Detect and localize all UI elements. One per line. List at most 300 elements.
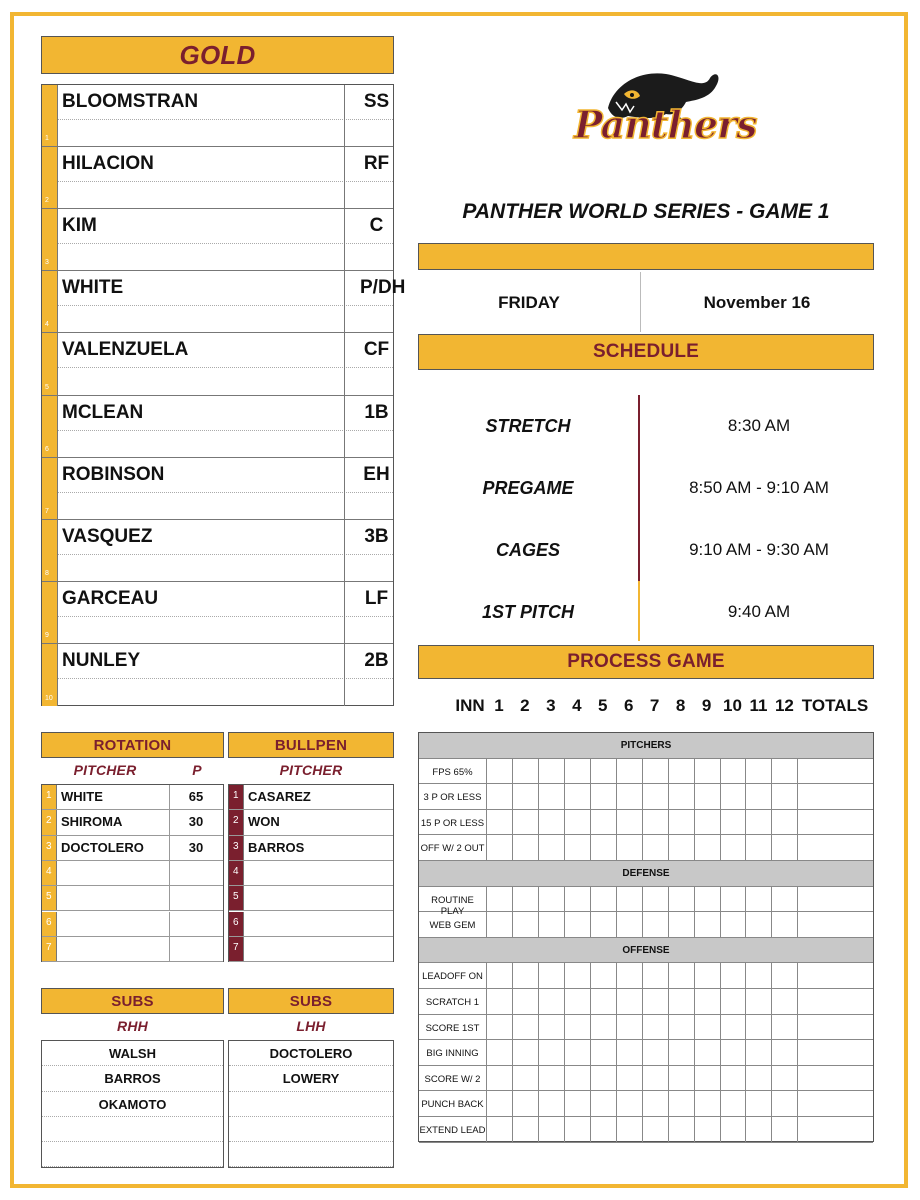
- inning-cell[interactable]: [721, 963, 747, 988]
- inning-cell[interactable]: [513, 1091, 539, 1116]
- inning-cell[interactable]: [721, 759, 747, 784]
- rotation-order-number: 5: [46, 891, 52, 903]
- inning-number: 8: [675, 696, 686, 715]
- inning-number: 11: [749, 696, 768, 715]
- player-name: BLOOMSTRAN: [62, 91, 199, 112]
- inning-cell[interactable]: [617, 887, 643, 912]
- inning-cell[interactable]: [565, 1015, 591, 1040]
- bullpen-row: [229, 861, 393, 886]
- inning-cell[interactable]: [565, 810, 591, 835]
- inning-cell[interactable]: [695, 989, 721, 1014]
- process-row: [419, 1091, 873, 1117]
- inning-cell[interactable]: [747, 1015, 773, 1040]
- inning-cell[interactable]: [539, 1117, 565, 1142]
- rotation-pitcher-col: PITCHER: [73, 762, 137, 778]
- inning-cell[interactable]: [695, 1040, 721, 1065]
- schedule-divider-lower: [638, 581, 640, 641]
- inning-cell[interactable]: [772, 1066, 798, 1091]
- sub-player-name: LOWERY: [229, 1066, 393, 1091]
- inning-cell[interactable]: [643, 1015, 669, 1040]
- inning-cell[interactable]: [591, 835, 617, 860]
- inning-cell[interactable]: [747, 963, 773, 988]
- inning-cell[interactable]: [721, 912, 747, 937]
- logo-wordmark: Panthers: [574, 102, 757, 147]
- process-row-label: WEB GEM: [419, 912, 487, 937]
- inning-cell[interactable]: [747, 912, 773, 937]
- game-title: PANTHER WORLD SERIES - GAME 1: [462, 200, 830, 223]
- inning-cell[interactable]: [617, 1040, 643, 1065]
- lineup-row: [42, 520, 393, 582]
- pitch-count-divider: [169, 912, 170, 936]
- inning-cell[interactable]: [721, 1066, 747, 1091]
- inning-cell[interactable]: [669, 963, 695, 988]
- process-row-label: LEADOFF ON: [419, 963, 487, 988]
- inning-cell[interactable]: [617, 1091, 643, 1116]
- process-row-label: 3 P OR LESS: [419, 784, 487, 809]
- inning-cell[interactable]: [565, 1091, 591, 1116]
- inning-cell[interactable]: [747, 784, 773, 809]
- inning-cell[interactable]: [487, 887, 513, 912]
- inning-cell[interactable]: [617, 1066, 643, 1091]
- inning-cell[interactable]: [513, 835, 539, 860]
- batting-order-number: 6: [45, 445, 49, 453]
- inning-cell[interactable]: [721, 835, 747, 860]
- totals-cell[interactable]: [798, 835, 873, 860]
- totals-cell[interactable]: [798, 784, 873, 809]
- inning-cell[interactable]: [669, 1040, 695, 1065]
- sub-player-name: [229, 1117, 393, 1142]
- inning-cell[interactable]: [617, 989, 643, 1014]
- inning-cell[interactable]: [513, 963, 539, 988]
- inning-cell[interactable]: [772, 1091, 798, 1116]
- inning-cell[interactable]: [721, 989, 747, 1014]
- inning-cell[interactable]: [539, 759, 565, 784]
- player-name: KIM: [62, 215, 97, 237]
- totals-cell[interactable]: [798, 1091, 873, 1116]
- inning-cell[interactable]: [513, 1117, 539, 1142]
- inning-cell[interactable]: [695, 1066, 721, 1091]
- inning-cell[interactable]: [669, 887, 695, 912]
- rotation-order-cell: [42, 886, 57, 910]
- inning-cell[interactable]: [539, 1040, 565, 1065]
- rotation-row: [42, 785, 223, 810]
- inning-cell[interactable]: [617, 784, 643, 809]
- inning-cell[interactable]: [617, 810, 643, 835]
- lineup-row: [42, 271, 406, 333]
- inning-cell[interactable]: [539, 989, 565, 1014]
- inning-cell[interactable]: [539, 1091, 565, 1116]
- inning-cell[interactable]: [747, 1040, 773, 1065]
- process-row: [419, 989, 873, 1015]
- inning-cell[interactable]: [695, 1117, 721, 1142]
- pitch-count: 65: [188, 789, 204, 804]
- inning-cell[interactable]: [721, 1091, 747, 1116]
- rotation-order-cell: [42, 912, 57, 936]
- sub-player-name: WALSH: [42, 1041, 223, 1066]
- inning-cell[interactable]: [747, 1091, 773, 1116]
- inning-number: 1: [494, 696, 504, 715]
- inning-cell[interactable]: [643, 835, 669, 860]
- inning-cell[interactable]: [772, 835, 798, 860]
- inning-cell[interactable]: [643, 989, 669, 1014]
- player-position: 3B: [364, 525, 389, 547]
- batting-order-cell: [42, 209, 58, 270]
- inning-cell[interactable]: [721, 784, 747, 809]
- inning-cell[interactable]: [772, 810, 798, 835]
- schedule-title: SCHEDULE: [592, 341, 700, 362]
- inning-cell[interactable]: [617, 835, 643, 860]
- bullpen-order-cell: [229, 937, 244, 961]
- inning-cell[interactable]: [539, 887, 565, 912]
- inning-cell[interactable]: [721, 1015, 747, 1040]
- inning-cell[interactable]: [617, 1015, 643, 1040]
- inning-cell[interactable]: [539, 963, 565, 988]
- inning-cell[interactable]: [565, 1117, 591, 1142]
- player-position: C: [369, 215, 384, 237]
- inning-cell[interactable]: [565, 1040, 591, 1065]
- inning-cell[interactable]: [772, 887, 798, 912]
- inning-cell[interactable]: [539, 912, 565, 937]
- process-row: [419, 887, 873, 917]
- inning-cell[interactable]: [747, 887, 773, 912]
- position-divider: [344, 85, 345, 146]
- inning-cell[interactable]: [772, 963, 798, 988]
- player-name: ROBINSON: [62, 463, 165, 485]
- subs-lhh-table: [228, 1040, 394, 1168]
- inning-cell[interactable]: [643, 759, 669, 784]
- pitcher-name: WON: [248, 814, 280, 830]
- inning-cell[interactable]: [513, 810, 539, 835]
- inning-cell[interactable]: [643, 887, 669, 912]
- batting-order-cell: [42, 147, 58, 208]
- bullpen-row: [229, 912, 393, 937]
- inning-cell[interactable]: [591, 784, 617, 809]
- lineup-title-bar: [41, 36, 394, 74]
- inning-number: 6: [623, 696, 634, 715]
- inning-cell[interactable]: [591, 1091, 617, 1116]
- lineup-row: [42, 85, 393, 147]
- player-name: WHITE: [62, 277, 124, 299]
- inning-cell[interactable]: [695, 963, 721, 988]
- process-row: [419, 1117, 873, 1143]
- inning-cell[interactable]: [695, 1015, 721, 1040]
- inning-cell[interactable]: [617, 963, 643, 988]
- pitch-count: 30: [188, 814, 204, 830]
- inning-cell[interactable]: [565, 963, 591, 988]
- inning-cell[interactable]: [513, 887, 539, 912]
- inning-cell[interactable]: [591, 1117, 617, 1142]
- inning-cell[interactable]: [487, 784, 513, 809]
- player-name: GARCEAU: [62, 587, 159, 609]
- inning-cell[interactable]: [487, 1040, 513, 1065]
- totals-cell[interactable]: [798, 759, 873, 784]
- process-section-header: DEFENSE: [419, 861, 873, 887]
- inning-cell[interactable]: [643, 810, 669, 835]
- subs-rhh-table: [41, 1040, 224, 1168]
- bullpen-order-cell: [229, 861, 244, 885]
- lineup-row: [42, 147, 393, 209]
- inning-cell[interactable]: [669, 810, 695, 835]
- totals-cell[interactable]: [798, 1015, 873, 1040]
- process-row: [419, 912, 873, 938]
- inning-cell[interactable]: [695, 912, 721, 937]
- process-row: [419, 1066, 873, 1092]
- player-position: 2B: [364, 649, 389, 671]
- pitcher-name: DOCTOLERO: [61, 839, 144, 855]
- rotation-row: [42, 810, 223, 835]
- totals-cell[interactable]: [798, 810, 873, 835]
- inning-cell[interactable]: [513, 1066, 539, 1091]
- inning-cell[interactable]: [695, 810, 721, 835]
- inning-cell[interactable]: [747, 810, 773, 835]
- rotation-order-cell: [42, 937, 57, 961]
- process-section-header: OFFENSE: [419, 938, 873, 964]
- inning-cell[interactable]: [539, 1066, 565, 1091]
- lineup-entry: [58, 520, 393, 555]
- inning-cell[interactable]: [487, 989, 513, 1014]
- inning-cell[interactable]: [565, 759, 591, 784]
- lineup-row: [42, 644, 393, 706]
- inning-cell[interactable]: [721, 810, 747, 835]
- inning-cell[interactable]: [669, 912, 695, 937]
- batting-order-cell: [42, 396, 58, 457]
- process-section-header: PITCHERS: [419, 733, 873, 759]
- inning-cell[interactable]: [772, 759, 798, 784]
- player-name: VALENZUELA: [62, 339, 189, 361]
- inning-cell[interactable]: [591, 1015, 617, 1040]
- inning-cell[interactable]: [565, 989, 591, 1014]
- inning-cell[interactable]: [487, 810, 513, 835]
- inning-cell[interactable]: [487, 963, 513, 988]
- process-row: [419, 810, 873, 836]
- batting-order-cell: [42, 644, 58, 706]
- inning-cell[interactable]: [695, 887, 721, 912]
- sub-player-name: OKAMOTO: [42, 1092, 223, 1117]
- inning-cell[interactable]: [747, 759, 773, 784]
- inning-cell[interactable]: [772, 1015, 798, 1040]
- process-title-bar: [418, 645, 874, 679]
- inning-cell[interactable]: [513, 1040, 539, 1065]
- inning-cell[interactable]: [591, 912, 617, 937]
- inning-cell[interactable]: [669, 1091, 695, 1116]
- bullpen-order-number: 1: [233, 790, 239, 801]
- inning-cell[interactable]: [669, 784, 695, 809]
- inning-cell[interactable]: [539, 810, 565, 835]
- lineup-entry: [58, 147, 393, 182]
- schedule-event-label: PREGAME: [482, 478, 574, 498]
- player-position: 1B: [364, 401, 389, 423]
- batting-order-number: 10: [45, 695, 53, 703]
- date-label: November 16: [703, 293, 811, 312]
- pitch-count-divider: [169, 886, 170, 910]
- process-row: [419, 963, 873, 989]
- inning-cell[interactable]: [591, 810, 617, 835]
- position-divider: [344, 458, 345, 519]
- inning-cell[interactable]: [669, 1117, 695, 1142]
- lineup-table: [41, 84, 406, 706]
- bullpen-order-cell: [229, 785, 244, 809]
- lineup-entry: [58, 271, 406, 306]
- player-name: VASQUEZ: [62, 525, 153, 547]
- inning-cell[interactable]: [669, 1015, 695, 1040]
- inning-cell[interactable]: [513, 759, 539, 784]
- schedule-title-bar: [418, 334, 874, 370]
- process-grid: [418, 732, 874, 1142]
- process-row: [419, 1040, 873, 1066]
- inning-cell[interactable]: [669, 835, 695, 860]
- inning-cell[interactable]: [513, 1015, 539, 1040]
- inning-cell[interactable]: [487, 1015, 513, 1040]
- inning-cell[interactable]: [487, 1117, 513, 1142]
- inning-cell[interactable]: [747, 1117, 773, 1142]
- inning-cell[interactable]: [617, 1117, 643, 1142]
- pitcher-name: WHITE: [61, 789, 103, 804]
- bullpen-order-cell: [229, 912, 244, 936]
- inning-cell[interactable]: [591, 1040, 617, 1065]
- batting-order-number: 9: [45, 631, 49, 639]
- inning-cell[interactable]: [643, 784, 669, 809]
- lineup-entry: [58, 209, 393, 244]
- inning-cell[interactable]: [772, 1040, 798, 1065]
- bullpen-order-cell: [229, 836, 244, 860]
- inning-cell[interactable]: [772, 1117, 798, 1142]
- lineup-entry: [58, 396, 393, 431]
- process-row: [419, 835, 873, 861]
- subs-rhh-title: SUBS: [111, 992, 154, 1010]
- inning-cell[interactable]: [643, 963, 669, 988]
- inning-cell[interactable]: [539, 784, 565, 809]
- inning-number: 3: [546, 696, 556, 715]
- inning-cell[interactable]: [772, 912, 798, 937]
- inning-cell[interactable]: [565, 1066, 591, 1091]
- process-row-label: PUNCH BACK: [419, 1091, 487, 1116]
- inning-cell[interactable]: [591, 887, 617, 912]
- inning-cell[interactable]: [695, 784, 721, 809]
- rotation-row: [42, 836, 223, 861]
- bullpen-row: [229, 937, 393, 962]
- totals-cell[interactable]: [798, 1040, 873, 1065]
- inning-cell[interactable]: [591, 989, 617, 1014]
- lineup-row: [42, 458, 393, 520]
- inning-cell[interactable]: [591, 963, 617, 988]
- subs-lhh-title: SUBS: [289, 992, 333, 1010]
- inning-cell[interactable]: [669, 989, 695, 1014]
- totals-cell[interactable]: [798, 887, 873, 912]
- inning-cell[interactable]: [591, 1066, 617, 1091]
- rotation-table: [41, 784, 224, 962]
- inning-cell[interactable]: [513, 989, 539, 1014]
- bullpen-title: BULLPEN: [274, 736, 348, 754]
- lineup-entry: [58, 582, 393, 617]
- inning-cell[interactable]: [643, 1117, 669, 1142]
- inning-cell[interactable]: [772, 784, 798, 809]
- inning-cell[interactable]: [539, 835, 565, 860]
- inning-number: 10: [723, 696, 742, 715]
- schedule-event-time: 8:50 AM - 9:10 AM: [689, 478, 829, 497]
- inning-cell[interactable]: [565, 835, 591, 860]
- inning-cell[interactable]: [617, 912, 643, 937]
- bullpen-order-number: 6: [233, 916, 239, 928]
- inn-label: INN: [455, 696, 485, 715]
- totals-cell[interactable]: [798, 963, 873, 988]
- player-name: MCLEAN: [62, 401, 144, 423]
- rotation-row: [42, 861, 223, 886]
- inning-cell[interactable]: [643, 912, 669, 937]
- bullpen-row: [229, 836, 393, 861]
- inning-cell[interactable]: [513, 784, 539, 809]
- inning-cell[interactable]: [565, 784, 591, 809]
- rotation-order-cell: [42, 810, 57, 834]
- bullpen-order-number: 2: [233, 815, 239, 827]
- batting-order-cell: [42, 520, 58, 581]
- totals-cell[interactable]: [798, 1117, 873, 1142]
- inning-cell[interactable]: [695, 835, 721, 860]
- inning-cell[interactable]: [487, 835, 513, 860]
- inning-cell[interactable]: [643, 1040, 669, 1065]
- inning-cell[interactable]: [721, 887, 747, 912]
- inning-cell[interactable]: [487, 1091, 513, 1116]
- inning-cell[interactable]: [513, 912, 539, 937]
- process-row: [419, 1015, 873, 1041]
- batting-order-cell: [42, 582, 58, 643]
- inning-cell[interactable]: [669, 759, 695, 784]
- inning-cell[interactable]: [643, 1066, 669, 1091]
- bullpen-order-cell: [229, 886, 244, 910]
- bullpen-order-number: 3: [233, 840, 239, 852]
- inning-cell[interactable]: [747, 835, 773, 860]
- position-divider: [344, 520, 345, 581]
- inning-cell[interactable]: [772, 989, 798, 1014]
- totals-cell[interactable]: [798, 912, 873, 937]
- batting-order-number: 2: [45, 197, 49, 205]
- inning-cell[interactable]: [643, 1091, 669, 1116]
- process-row-label: OFF W/ 2 OUT: [419, 835, 487, 860]
- panthers-logo: [570, 58, 757, 168]
- inning-cell[interactable]: [565, 887, 591, 912]
- inning-cell[interactable]: [695, 759, 721, 784]
- inning-cell[interactable]: [695, 1091, 721, 1116]
- inning-cell[interactable]: [591, 759, 617, 784]
- inning-cell[interactable]: [747, 1066, 773, 1091]
- totals-cell[interactable]: [798, 1066, 873, 1091]
- inning-cell[interactable]: [617, 759, 643, 784]
- inning-number: 5: [598, 696, 608, 715]
- inning-cell[interactable]: [487, 759, 513, 784]
- process-row-label: SCRATCH 1: [419, 989, 487, 1014]
- bullpen-row: [229, 785, 393, 810]
- inning-cell[interactable]: [721, 1117, 747, 1142]
- inning-cell[interactable]: [487, 1066, 513, 1091]
- inning-cell[interactable]: [669, 1066, 695, 1091]
- batting-order-number: 1: [45, 135, 49, 143]
- lineup-entry: [58, 85, 393, 120]
- inning-cell[interactable]: [747, 989, 773, 1014]
- inning-cell[interactable]: [721, 1040, 747, 1065]
- inning-cell[interactable]: [487, 912, 513, 937]
- pitcher-name: BARROS: [248, 839, 305, 855]
- rotation-order-cell: [42, 785, 57, 809]
- process-row-label: 15 P OR LESS: [419, 810, 487, 835]
- player-position: SS: [363, 91, 390, 112]
- inning-cell[interactable]: [539, 1015, 565, 1040]
- inning-number: 7: [649, 696, 660, 715]
- game-info-bar: [418, 243, 874, 270]
- lineup-row: [42, 209, 393, 271]
- process-row-label: ROUTINE PLAY: [419, 887, 487, 912]
- totals-cell[interactable]: [798, 989, 873, 1014]
- inning-cell[interactable]: [565, 912, 591, 937]
- player-position: LF: [364, 587, 389, 609]
